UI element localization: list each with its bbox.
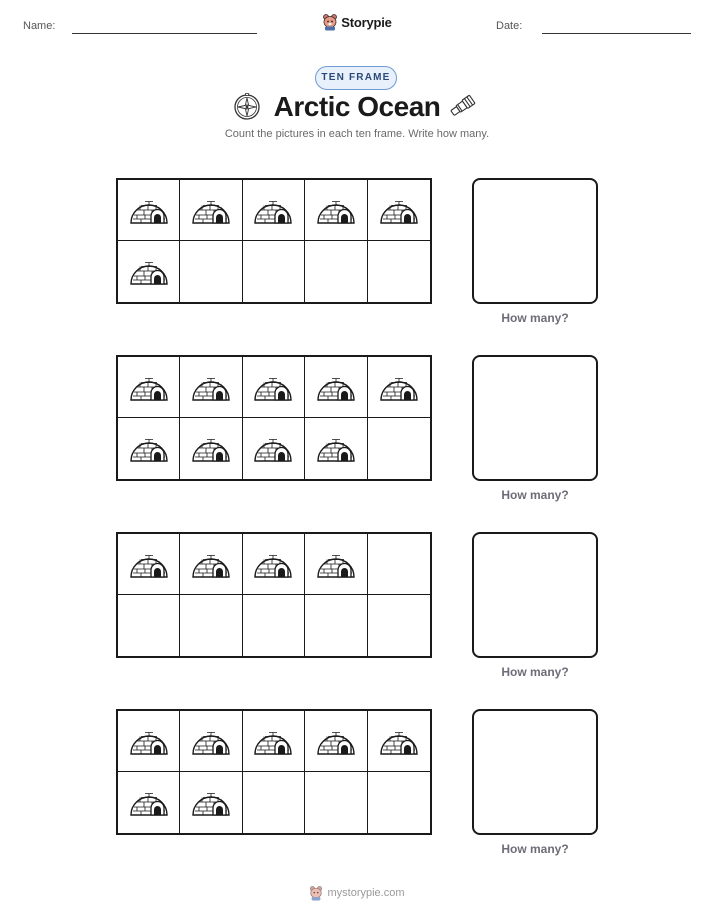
igloo-icon — [252, 543, 294, 586]
compass-icon — [233, 93, 261, 121]
igloo-icon — [252, 366, 294, 409]
how-many-label: How many? — [501, 665, 569, 679]
frame-cell — [118, 418, 180, 479]
igloo-icon — [315, 720, 357, 763]
igloo-icon — [190, 781, 232, 824]
igloo-icon — [252, 720, 294, 763]
frame-cell — [180, 711, 242, 772]
frame-cell — [180, 772, 242, 833]
date-label: Date: — [496, 20, 523, 32]
frame-cell — [180, 180, 242, 241]
frame-cell — [118, 595, 180, 656]
frame-cell — [368, 357, 430, 418]
brand-name: Storypie — [341, 14, 392, 30]
igloo-icon — [378, 720, 420, 763]
frame-cell — [180, 418, 242, 479]
frame-cell — [368, 534, 430, 595]
frame-cell — [243, 241, 305, 302]
frame-cell — [305, 241, 367, 302]
igloo-icon — [378, 189, 420, 232]
frame-cell — [180, 595, 242, 656]
igloo-icon — [128, 250, 170, 293]
brand-logo — [0, 13, 714, 36]
how-many-label: How many? — [501, 842, 569, 856]
igloo-icon — [315, 427, 357, 470]
frame-cell — [118, 772, 180, 833]
frame-cell — [305, 418, 367, 479]
page-title: Arctic Ocean — [273, 91, 441, 122]
igloo-icon — [128, 720, 170, 763]
title-row — [0, 90, 714, 128]
frame-cell — [305, 772, 367, 833]
igloo-icon — [128, 366, 170, 409]
igloo-icon — [128, 189, 170, 232]
frame-cell — [180, 357, 242, 418]
ten-frame — [116, 709, 432, 835]
frame-cell — [118, 241, 180, 302]
frame-cell — [118, 534, 180, 595]
frame-cell — [368, 711, 430, 772]
problem-4 — [116, 709, 600, 859]
frame-cell — [243, 418, 305, 479]
ten-frame-badge: TEN FRAME — [315, 66, 397, 90]
frame-cell — [243, 711, 305, 772]
igloo-icon — [252, 189, 294, 232]
problem-3 — [116, 532, 600, 682]
frame-cell — [305, 180, 367, 241]
frame-cell — [305, 534, 367, 595]
storypie-mascot-icon — [322, 13, 338, 31]
storypie-mascot-icon — [309, 885, 323, 901]
frame-cell — [368, 772, 430, 833]
answer-box[interactable] — [472, 178, 598, 304]
igloo-icon — [190, 427, 232, 470]
footer-url: mystorypie.com — [327, 887, 405, 899]
answer-box[interactable] — [472, 355, 598, 481]
instructions: Count the pictures in each ten frame. Write how many. — [224, 128, 490, 140]
igloo-icon — [315, 543, 357, 586]
igloo-icon — [190, 366, 232, 409]
frame-cell — [118, 357, 180, 418]
igloo-icon — [190, 720, 232, 763]
frame-cell — [368, 180, 430, 241]
problem-1 — [116, 178, 600, 328]
how-many-label: How many? — [501, 311, 569, 325]
igloo-icon — [252, 427, 294, 470]
frame-cell — [305, 357, 367, 418]
igloo-icon — [190, 189, 232, 232]
igloo-icon — [128, 427, 170, 470]
name-label: Name: — [23, 20, 56, 32]
frame-cell — [368, 241, 430, 302]
frame-cell — [118, 711, 180, 772]
frame-cell — [305, 595, 367, 656]
ten-frame — [116, 532, 432, 658]
frame-cell — [180, 534, 242, 595]
igloo-icon — [190, 543, 232, 586]
frame-cell — [368, 595, 430, 656]
igloo-icon — [315, 366, 357, 409]
footer — [0, 885, 714, 906]
spyglass-icon — [449, 91, 479, 119]
frame-cell — [243, 357, 305, 418]
answer-box[interactable] — [472, 709, 598, 835]
ten-frame — [116, 178, 432, 304]
frame-cell — [243, 180, 305, 241]
frame-cell — [243, 772, 305, 833]
frame-cell — [118, 180, 180, 241]
igloo-icon — [128, 781, 170, 824]
problem-2 — [116, 355, 600, 505]
igloo-icon — [128, 543, 170, 586]
frame-cell — [305, 711, 367, 772]
how-many-label: How many? — [501, 488, 569, 502]
igloo-icon — [378, 366, 420, 409]
ten-frame — [116, 355, 432, 481]
frame-cell — [368, 418, 430, 479]
frame-cell — [243, 595, 305, 656]
frame-cell — [243, 534, 305, 595]
igloo-icon — [315, 189, 357, 232]
answer-box[interactable] — [472, 532, 598, 658]
frame-cell — [180, 241, 242, 302]
